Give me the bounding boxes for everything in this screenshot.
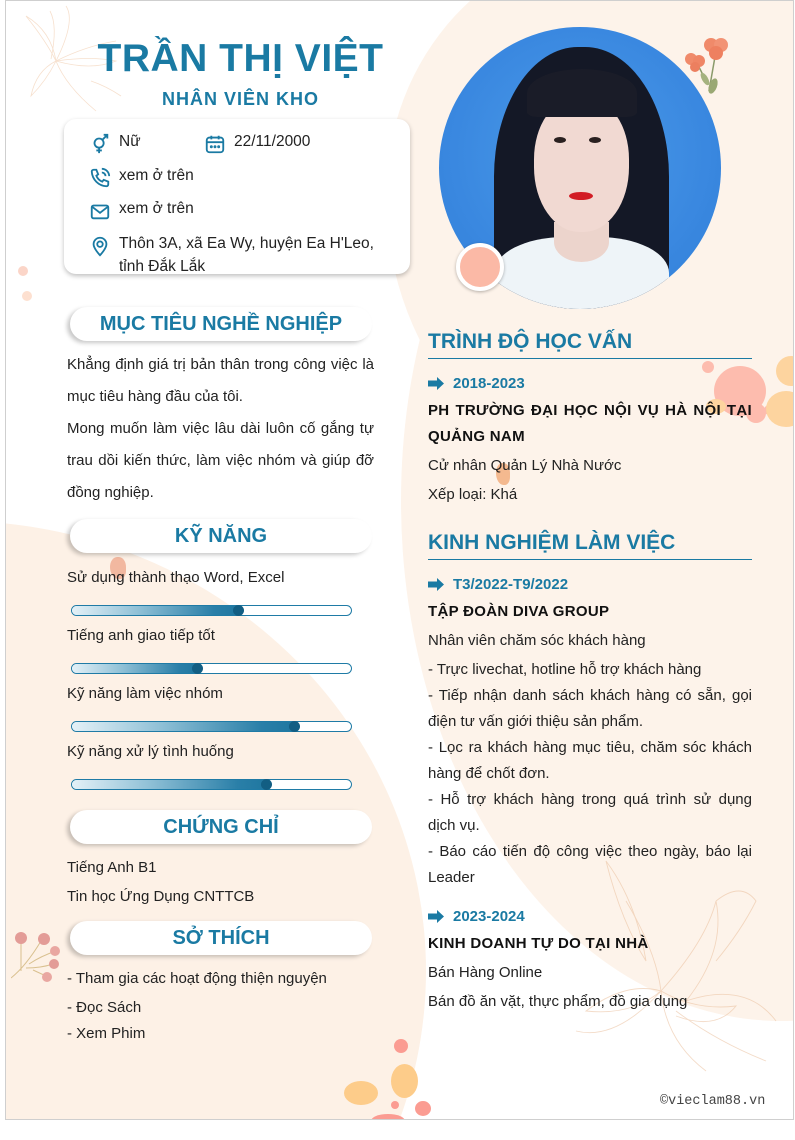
section-title-career-objective: MỤC TIÊU NGHỀ NGHIỆP bbox=[70, 307, 372, 341]
decorative-dot bbox=[391, 1101, 399, 1109]
experience-period: 2023-2024 bbox=[428, 908, 525, 925]
experience-period: T3/2022-T9/2022 bbox=[428, 576, 568, 593]
mail-icon bbox=[89, 200, 111, 222]
section-title-hobbies: SỞ THÍCH bbox=[70, 921, 372, 955]
decorative-dot bbox=[415, 1101, 431, 1116]
experience-role: Nhân viên chăm sóc khách hàng bbox=[428, 632, 646, 649]
hobby-item: - Đọc Sách bbox=[67, 999, 142, 1016]
section-title-education: TRÌNH ĐỘ HỌC VẤN bbox=[428, 330, 752, 359]
education-grade: Xếp loại: Khá bbox=[428, 486, 518, 503]
contact-address bbox=[89, 232, 374, 278]
decorative-dot bbox=[394, 1039, 408, 1053]
skill-bar bbox=[71, 721, 352, 732]
address-value: Thôn 3A, xã Ea Wy, huyện Ea H'Leo, tỉnh Đắk Lắk bbox=[119, 235, 374, 275]
section-title-skills: KỸ NĂNG bbox=[70, 519, 372, 553]
skill-label: Kỹ năng làm việc nhóm bbox=[67, 685, 223, 702]
calendar-icon bbox=[204, 133, 226, 155]
candidate-position: NHÂN VIÊN KHO bbox=[161, 89, 319, 109]
contact-birthday bbox=[204, 133, 310, 155]
contact-card bbox=[64, 119, 410, 274]
hobby-item: - Xem Phim bbox=[67, 1025, 146, 1042]
decorative-badge-circle bbox=[456, 243, 504, 291]
arrow-right-icon bbox=[428, 377, 444, 390]
contact-email bbox=[89, 200, 194, 222]
section-title-experience: KINH NGHIỆM LÀM VIỆC bbox=[428, 531, 752, 560]
contact-phone bbox=[89, 167, 194, 189]
phone-icon bbox=[89, 167, 111, 189]
experience-duty: - Hỗ trợ khách hàng trong quá trình sử dụng dịch vụ. bbox=[428, 791, 752, 834]
experience-duty: - Trực livechat, hotline hỗ trợ khách hàng bbox=[428, 661, 702, 678]
experience-role: Bán Hàng Online bbox=[428, 964, 543, 981]
skill-label: Kỹ năng xử lý tình huống bbox=[67, 743, 234, 760]
skill-label: Sử dụng thành thạo Word, Excel bbox=[67, 569, 285, 586]
watermark: ©vieclam88.vn bbox=[660, 1094, 766, 1109]
berry-branch-icon bbox=[11, 926, 66, 986]
certificate-item: Tiếng Anh B1 bbox=[67, 859, 157, 876]
experience-duty: Bán đồ ăn vặt, thực phẩm, đồ gia dụng bbox=[428, 993, 688, 1010]
arrow-right-icon bbox=[428, 578, 444, 591]
experience-duty: - Lọc ra khách hàng mục tiêu, chăm sóc khách hàng để chốt đơn. bbox=[428, 739, 752, 782]
career-objective-text: Khẳng định giá trị bản thân trong công việc là mục tiêu hàng đầu của tôi. Mong muốn làm việc lâu dài luôn cố gắng tự trau dồi kiến thức, làm việc nhóm và giúp đỡ đồng nghiệp. bbox=[67, 356, 374, 501]
skill-label: Tiếng anh giao tiếp tốt bbox=[67, 627, 215, 644]
experience-duty: - Tiếp nhận danh sách khách hàng có sẵn, gọi điện tư vấn giới thiệu sản phẩm. bbox=[428, 687, 752, 730]
decorative-petal bbox=[22, 291, 32, 301]
experience-company: TẬP ĐOÀN DIVA GROUP bbox=[428, 603, 610, 620]
candidate-name: TRẦN THỊ VIỆT bbox=[97, 37, 384, 80]
email-value[interactable]: xem ở trên bbox=[119, 200, 194, 217]
experience-company: KINH DOANH TỰ DO TẠI NHÀ bbox=[428, 935, 649, 952]
experience-duty: - Báo cáo tiến độ công việc theo ngày, báo lại Leader bbox=[428, 843, 752, 886]
gender-value: Nữ bbox=[119, 133, 141, 150]
skill-bar bbox=[71, 663, 352, 674]
location-pin-icon bbox=[89, 235, 111, 257]
education-school: PH TRƯỜNG ĐẠI HỌC NỘI VỤ HÀ NỘI TẠI QUẢNG NAM bbox=[428, 402, 752, 445]
gender-icon bbox=[89, 133, 111, 155]
decorative-dot bbox=[702, 361, 714, 373]
section-title-certificates: CHỨNG CHỈ bbox=[70, 810, 372, 844]
decorative-dot bbox=[344, 1081, 378, 1105]
education-period: 2018-2023 bbox=[428, 375, 525, 392]
decorative-dot bbox=[391, 1064, 418, 1098]
skill-bar bbox=[71, 605, 352, 616]
contact-gender bbox=[89, 133, 141, 155]
certificate-item: Tin học Ứng Dụng CNTTCB bbox=[67, 888, 255, 905]
education-degree: Cử nhân Quản Lý Nhà Nước bbox=[428, 457, 622, 474]
arrow-right-icon bbox=[428, 910, 444, 923]
cv-page bbox=[5, 0, 794, 1120]
decorative-petal bbox=[18, 266, 28, 276]
birthday-value: 22/11/2000 bbox=[234, 133, 311, 150]
phone-value[interactable]: xem ở trên bbox=[119, 167, 194, 184]
skill-bar bbox=[71, 779, 352, 790]
hobby-item: - Tham gia các hoạt động thiện nguyện bbox=[67, 970, 327, 987]
